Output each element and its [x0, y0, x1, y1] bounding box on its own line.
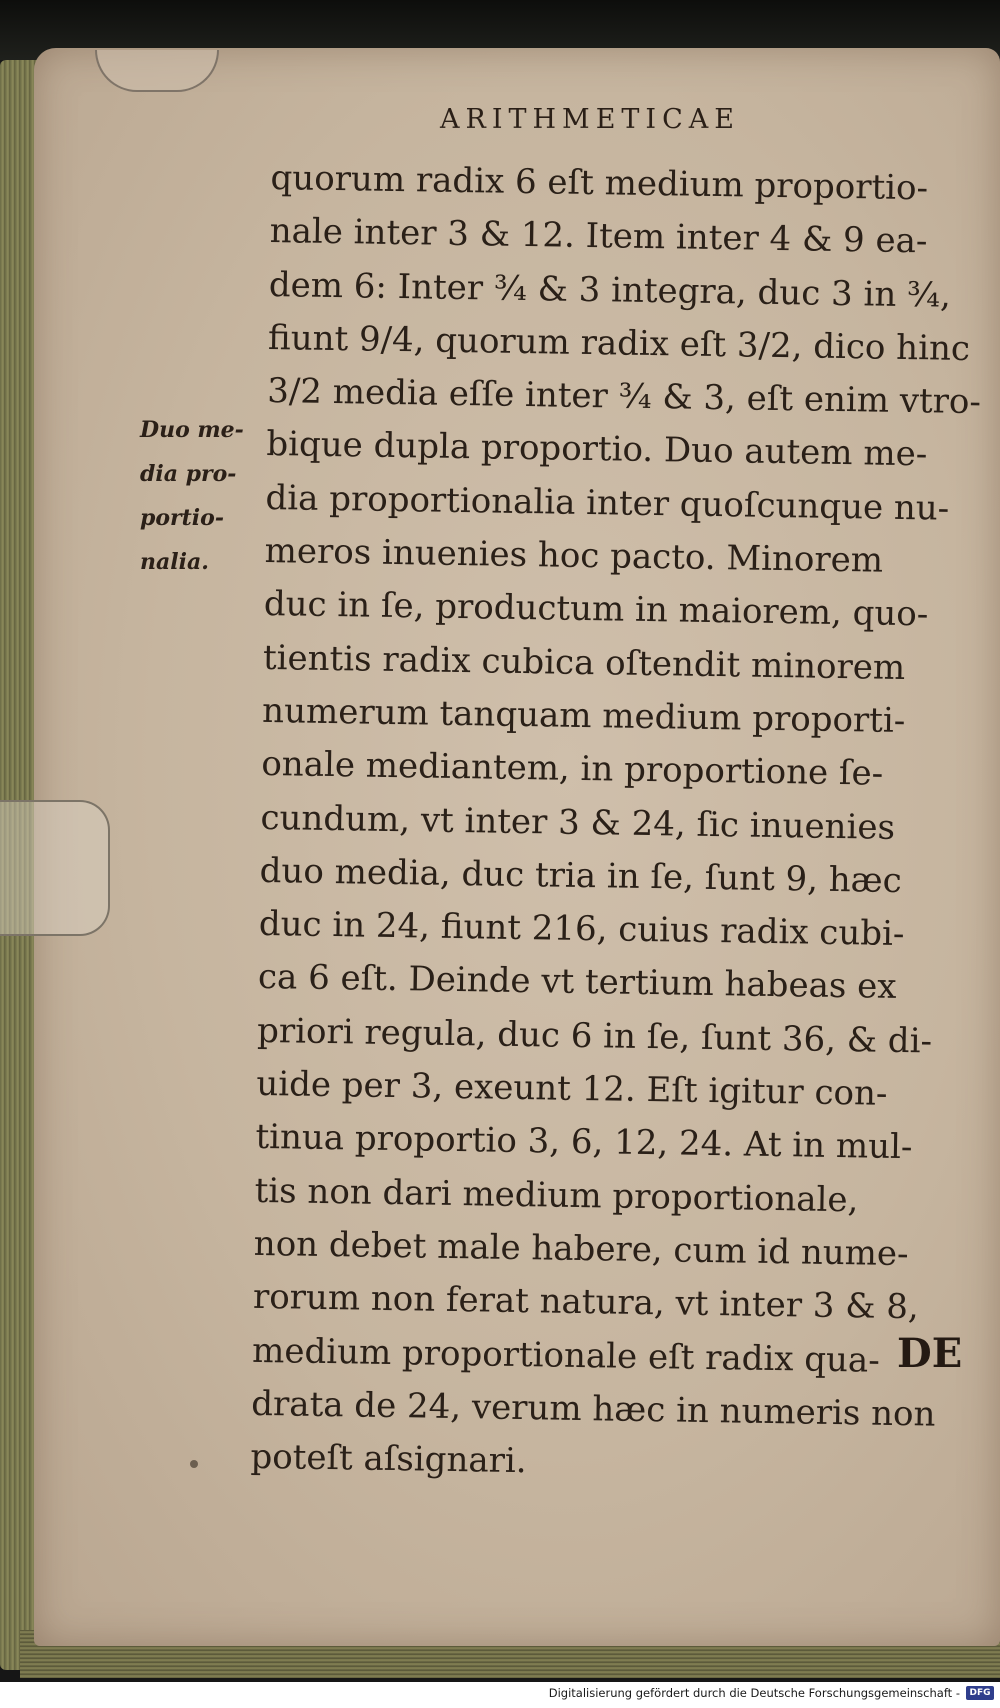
text-line: dia proportionalia inter quoſcunque nu-	[265, 477, 950, 529]
text-line: medium proportionale eſt radix qua-	[251, 1330, 881, 1381]
text-line: priori regula, duc 6 in ſe, ſunt 36, & di-	[256, 1010, 933, 1062]
footer-credit: Digitalisierung gefördert durch die Deutsche Forschungsgemeinschaft -	[548, 1686, 960, 1700]
text-line: rorum non ferat natura, vt inter 3 & 8,	[252, 1277, 920, 1328]
text-line: fiunt 9/4, quorum radix eſt 3/2, dico hinc	[267, 317, 971, 369]
ink-spot	[190, 1460, 198, 1468]
text-line: tientis radix cubica oſtendit minorem	[262, 637, 906, 688]
marginal-note-line: portio-	[140, 505, 224, 531]
catchword: DE	[897, 1330, 963, 1377]
text-line: duc in 24, fiunt 216, cuius radix cubi-	[258, 904, 905, 955]
text-line: duc in ſe, productum in maiorem, quo-	[263, 584, 929, 635]
text-line: cundum, vt inter 3 & 24, ſic inuenies	[260, 797, 896, 848]
text-line: 3/2 media eſſe inter ¾ & 3, eſt enim vtro-	[266, 371, 982, 423]
marginal-note-line: Duo me-	[140, 417, 244, 443]
dfg-logo: DFG	[966, 1686, 994, 1700]
text-line: tinua proportio 3, 6, 12, 24. At in mul-	[255, 1117, 913, 1168]
text-line: quorum radix 6 eſt medium proportio-	[270, 157, 929, 209]
text-line: uide per 3, exeunt 12. Eſt igitur con-	[256, 1063, 888, 1114]
text-line: poteſt aſsignari.	[250, 1436, 527, 1482]
text-line: onale mediantem, in proportione ſe-	[261, 744, 884, 794]
page-clip	[0, 800, 110, 936]
text-line: non debet male habere, cum id nume-	[253, 1223, 909, 1275]
marginal-note-line: dia pro-	[140, 461, 237, 487]
text-line: tis non dari medium proportionale,	[254, 1170, 859, 1220]
text-line: dem 6: Inter ¾ & 3 integra, duc 3 in ¾,	[268, 264, 952, 316]
body-text	[250, 152, 982, 1495]
text-line: nale inter 3 & 12. Item inter 4 & 9 ea-	[269, 211, 928, 262]
running-head: ARITHMETICAE	[440, 104, 740, 135]
marginal-note	[140, 408, 265, 584]
marginal-note-line: nalia.	[140, 549, 209, 575]
text-line: ca 6 eſt. Deinde vt tertium habeas ex	[257, 957, 897, 1008]
text-line: drata de 24, verum hæc in numeris non	[251, 1383, 936, 1435]
text-line: meros inuenies hoc pacto. Minorem	[264, 531, 884, 581]
text-line: bique dupla proportio. Duo autem me-	[266, 424, 928, 475]
text-line: numerum tanquam medium proporti-	[261, 690, 906, 741]
text-line: duo media, duc tria in ſe, ſunt 9, hæc	[259, 850, 903, 901]
